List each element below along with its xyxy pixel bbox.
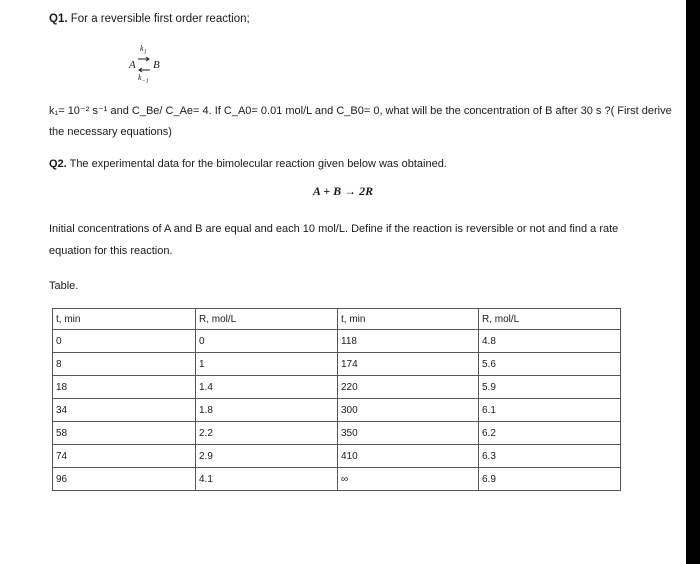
table-cell: 18 <box>53 376 196 399</box>
table-cell: 5.9 <box>479 376 621 399</box>
table-cell: 74 <box>53 445 196 468</box>
header-t-min-1: t, min <box>53 309 196 330</box>
q1-title: For a reversible first order reaction; <box>70 13 250 25</box>
table-cell: 1 <box>196 353 338 376</box>
table-cell: 6.3 <box>479 445 621 468</box>
table-cell: 174 <box>338 353 479 376</box>
table-cell: 0 <box>196 330 338 353</box>
table-row <box>53 422 621 445</box>
table-cell: 300 <box>338 399 479 422</box>
table-row <box>53 330 621 353</box>
table-cell: 4.1 <box>196 468 338 491</box>
table-row <box>53 399 621 422</box>
equilibrium-arrows-icon <box>137 54 151 74</box>
q2-title: The experimental data for the bimolecular reaction given below was obtained. <box>69 158 447 170</box>
table-row <box>53 353 621 376</box>
table-cell: 410 <box>338 445 479 468</box>
table-cell: 6.2 <box>479 422 621 445</box>
table-cell: 5.6 <box>479 353 621 376</box>
q2-heading <box>49 157 447 171</box>
table-cell: 350 <box>338 422 479 445</box>
q1-text-line2: the necessary equations) <box>49 126 172 138</box>
scheme-species-b: B <box>153 59 160 71</box>
table-cell: 118 <box>338 330 479 353</box>
table-cell: 2.2 <box>196 422 338 445</box>
q2-label: Q2. <box>49 158 67 170</box>
table-row <box>53 445 621 468</box>
table-cell: 34 <box>53 399 196 422</box>
q2-text-line2: equation for this reaction. <box>49 245 173 257</box>
table-cell: 1.4 <box>196 376 338 399</box>
table-cell: ∞ <box>338 468 479 491</box>
table-cell: 220 <box>338 376 479 399</box>
header-r-mol-2: R, mol/L <box>479 309 621 330</box>
table-header-row <box>53 309 621 330</box>
scheme-k-minus-1: $k_{-1}$ <box>138 73 149 85</box>
data-table <box>52 308 621 491</box>
table-cell: 6.9 <box>479 468 621 491</box>
table-cell: 0 <box>53 330 196 353</box>
table-row <box>53 468 621 491</box>
header-r-mol-1: R, mol/L <box>196 309 338 330</box>
scheme-k1: $k_1$ <box>140 44 147 56</box>
table-cell: 6.1 <box>479 399 621 422</box>
table-cell: 8 <box>53 353 196 376</box>
table-cell: 4.8 <box>479 330 621 353</box>
table-row <box>53 376 621 399</box>
q2-text-line1: Initial concentrations of A and B are equal and each 10 mol/L. Define if the reaction is reversible or not and find a rate <box>49 223 619 235</box>
table-label: Table. <box>49 280 79 292</box>
table-cell: 96 <box>53 468 196 491</box>
header-t-min-2: t, min <box>338 309 479 330</box>
table-cell: 58 <box>53 422 196 445</box>
q1-text-line1: k₁= 10⁻² s⁻¹ and C_Be/ C_Ae= 4. If C_A0= 0.01 mol/L and C_B0= 0, what will be the concentration of B after 30 s ?( First derive <box>49 105 672 117</box>
q1-heading <box>49 13 250 25</box>
reaction-equation: A + B → 2R <box>312 184 374 198</box>
q1-label: Q1. <box>49 13 68 25</box>
reaction-scheme <box>121 44 181 84</box>
table-cell: 2.9 <box>196 445 338 468</box>
scheme-species-a: A <box>129 59 136 71</box>
table-cell: 1.8 <box>196 399 338 422</box>
